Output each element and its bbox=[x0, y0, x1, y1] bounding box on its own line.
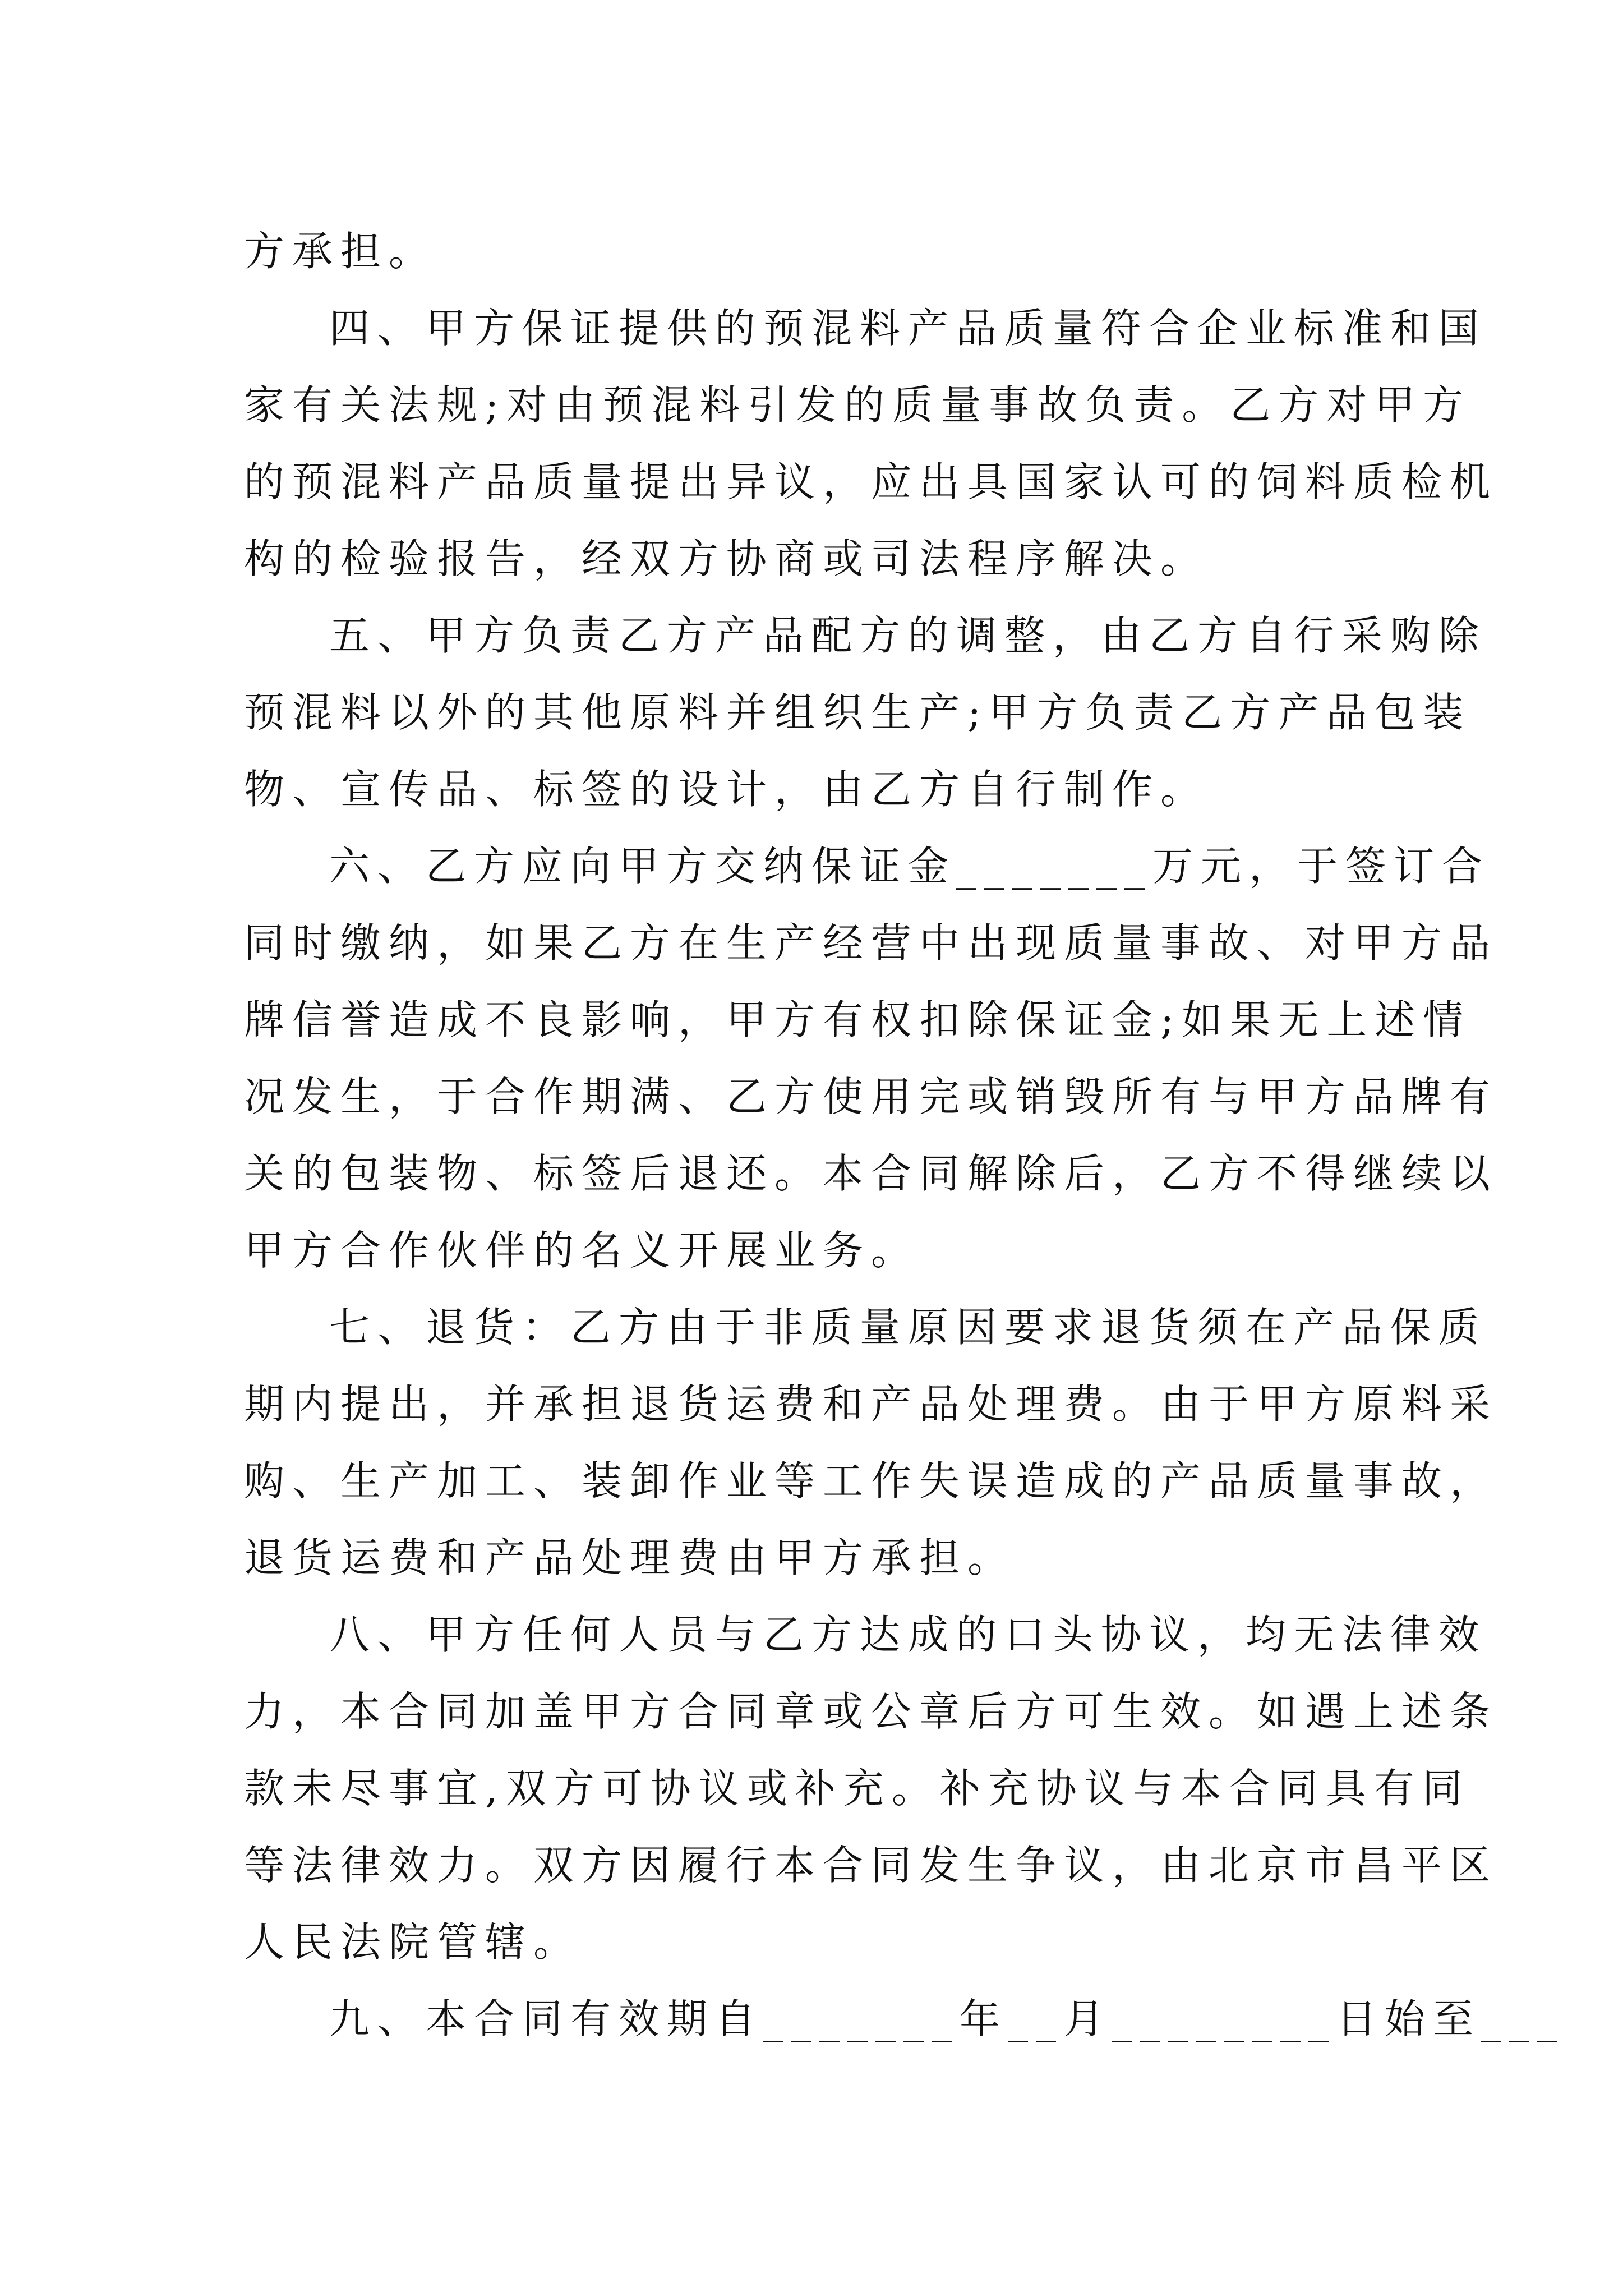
clause-8-line: 八、甲方任何人员与乙方达成的口头协议，均无法律效 bbox=[329, 1611, 1487, 1658]
text-line: 人民法院管辖。 bbox=[244, 1918, 582, 1966]
clause-6-line: 六、乙方应向甲方交纳保证金_______万元，于签订合 bbox=[329, 843, 1491, 890]
text-line: 关的包装物、标签后退还。本合同解除后，乙方不得继续以 bbox=[244, 1150, 1498, 1197]
text-line: 家有关法规;对由预混料引发的质量事故负责。乙方对甲方 bbox=[244, 381, 1472, 429]
text-line: 退货运费和产品处理费由甲方承担。 bbox=[244, 1534, 1016, 1581]
clause-7-line: 七、退货：乙方由于非质量原因要求退货须在产品保质 bbox=[329, 1304, 1487, 1351]
text-line: 况发生，于合作期满、乙方使用完或销毁所有与甲方品牌有 bbox=[244, 1073, 1498, 1120]
text-line: 力，本合同加盖甲方合同章或公章后方可生效。如遇上述条 bbox=[244, 1688, 1498, 1735]
text-line: 期内提出，并承担退货运费和产品处理费。由于甲方原料采 bbox=[244, 1381, 1498, 1428]
text-line: 构的检验报告，经双方协商或司法程序解决。 bbox=[244, 535, 1209, 582]
text-line: 甲方合作伙伴的名义开展业务。 bbox=[244, 1227, 920, 1274]
text-line: 方承担。 bbox=[244, 228, 437, 275]
text-line: 物、宣传品、标签的设计，由乙方自行制作。 bbox=[244, 766, 1209, 813]
text-line: 款未尽事宜,双方可协议或补充。补充协议与本合同具有同 bbox=[244, 1765, 1470, 1812]
text-line: 同时缴纳，如果乙方在生产经营中出现质量事故、对甲方品 bbox=[244, 919, 1498, 967]
contract-body bbox=[244, 213, 1566, 2058]
text-line: 购、生产加工、装卸作业等工作失误造成的产品质量事故， bbox=[244, 1457, 1498, 1504]
clause-5-line: 五、甲方负责乙方产品配方的调整，由乙方自行采购除 bbox=[329, 612, 1487, 659]
clause-9-line: 九、本合同有效期自_______年__月________日始至___ bbox=[329, 1995, 1566, 2042]
text-line: 预混料以外的其他原料并组织生产;甲方负责乙方产品包装 bbox=[244, 689, 1472, 736]
clause-4-line: 四、甲方保证提供的预混料产品质量符合企业标准和国 bbox=[329, 305, 1487, 352]
text-line: 牌信誉造成不良影响，甲方有权扣除保证金;如果无上述情 bbox=[244, 996, 1472, 1043]
text-line: 的预混料产品质量提出异议，应出具国家认可的饲料质检机 bbox=[244, 458, 1498, 505]
text-line: 等法律效力。双方因履行本合同发生争议，由北京市昌平区 bbox=[244, 1842, 1498, 1889]
